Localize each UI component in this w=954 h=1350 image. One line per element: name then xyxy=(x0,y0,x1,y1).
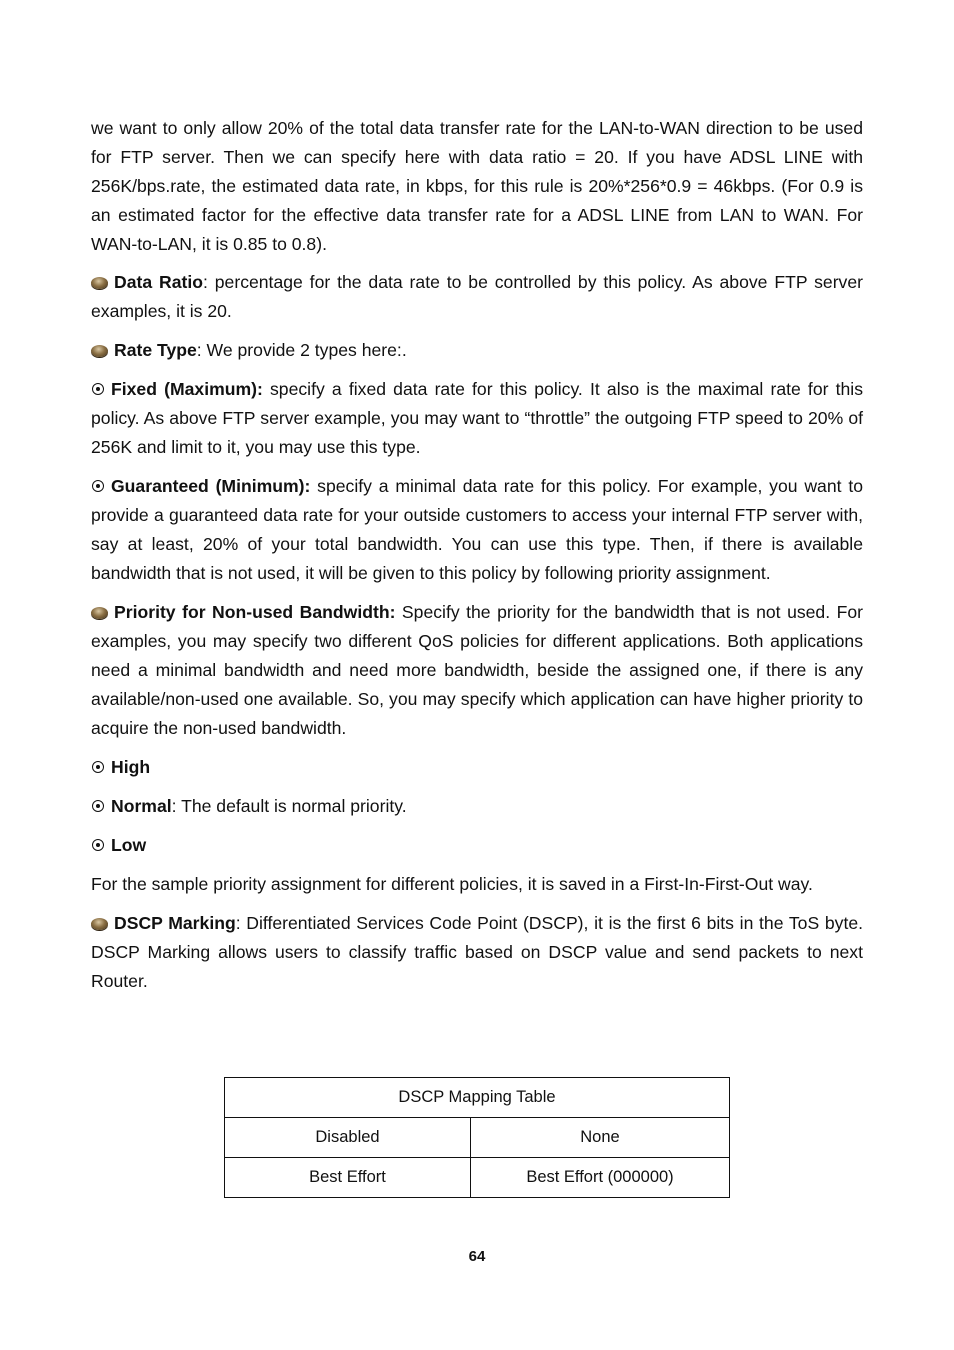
rate-type-term: Rate Type xyxy=(114,340,197,360)
page-number: 64 xyxy=(468,1248,486,1265)
radio-bullet-icon xyxy=(92,761,104,773)
priority-text: Specify the priority for the bandwidth that is not used. For examples, you may specify two different QoS policies for different applications. Both applications need a minimal bandwidth and need more bandwidth, beside the assigned one, if there is any available/non-used one available. So, you may specify which application can have higher priority to acquire the non-used bandwidth. xyxy=(91,602,863,738)
fixed-text: specify a fixed data rate for this policy. It also is the maximal rate for this policy. As above FTP server example, you may want to “throttle” the outgoing FTP speed to 20% of 256K and limit to it, you may use this type. xyxy=(91,379,863,457)
low-paragraph xyxy=(91,831,863,860)
dscp-text: : Differentiated Services Code Point (DSCP), it is the first 6 bits in the ToS byte. DSCP Marking allows users to classify traffic based on DSCP value and send packets to next Router. xyxy=(91,913,863,991)
bullet-icon xyxy=(91,345,108,357)
table-cell: Best Effort (000000) xyxy=(471,1158,730,1198)
fixed-term: Fixed (Maximum): xyxy=(111,379,263,399)
table-title: DSCP Mapping Table xyxy=(225,1078,730,1118)
radio-bullet-icon xyxy=(92,383,104,395)
data-ratio-paragraph xyxy=(91,268,863,326)
radio-bullet-icon xyxy=(92,480,104,492)
bullet-icon xyxy=(91,918,108,930)
priority-paragraph xyxy=(91,598,863,743)
guaranteed-paragraph xyxy=(91,472,863,588)
dscp-paragraph xyxy=(91,909,863,996)
normal-text: : The default is normal priority. xyxy=(171,796,407,816)
guaranteed-term: Guaranteed (Minimum): xyxy=(111,476,311,496)
table-cell: None xyxy=(471,1118,730,1158)
priority-term: Priority for Non-used Bandwidth: xyxy=(114,602,396,622)
intro-paragraph: we want to only allow 20% of the total data transfer rate for the LAN-to-WAN direction to be used for FTP server. Then we can specify here with data ratio = 20. If you have ADSL LINE with 256K/bps.rate, the estimated data rate, in kbps, for this rule is 20%*256*0.9 = 46kbps. (For 0.9 is an estimated factor for the effective data transfer rate for a ADSL LINE from LAN to WAN. For WAN-to-LAN, it is 0.85 to 0.8). xyxy=(91,118,863,254)
data-ratio-term: Data Ratio xyxy=(114,272,203,292)
high-paragraph xyxy=(91,753,863,782)
high-term: High xyxy=(111,757,151,777)
normal-paragraph xyxy=(91,792,863,821)
table-row xyxy=(225,1118,730,1158)
rate-type-text: : We provide 2 types here:. xyxy=(196,340,407,360)
sample-paragraph: For the sample priority assignment for different policies, it is saved in a First-In-First-Out way. xyxy=(91,874,813,894)
table-header-row xyxy=(225,1078,730,1118)
guaranteed-text: specify a minimal data rate for this policy. For example, you want to provide a guaranteed data rate for your outside customers to access your internal FTP server with, say at least, 20% of your total bandwidth. You can use this type. Then, if there is available bandwidth that is not used, it will be given to this policy by following priority assignment. xyxy=(91,476,863,583)
bullet-icon xyxy=(91,277,108,289)
radio-bullet-icon xyxy=(92,800,104,812)
rate-type-paragraph xyxy=(91,336,863,365)
dscp-mapping-table xyxy=(224,1077,730,1198)
data-ratio-text: : percentage for the data rate to be controlled by this policy. As above FTP server examples, it is 20. xyxy=(91,272,863,321)
table-cell: Best Effort xyxy=(225,1158,471,1198)
table-row xyxy=(225,1158,730,1198)
table-cell: Disabled xyxy=(225,1118,471,1158)
bullet-icon xyxy=(91,607,108,619)
dscp-term: DSCP Marking xyxy=(114,913,236,933)
fixed-paragraph xyxy=(91,375,863,462)
low-term: Low xyxy=(111,835,147,855)
document-body xyxy=(91,114,863,1006)
radio-bullet-icon xyxy=(92,839,104,851)
normal-term: Normal xyxy=(111,796,172,816)
